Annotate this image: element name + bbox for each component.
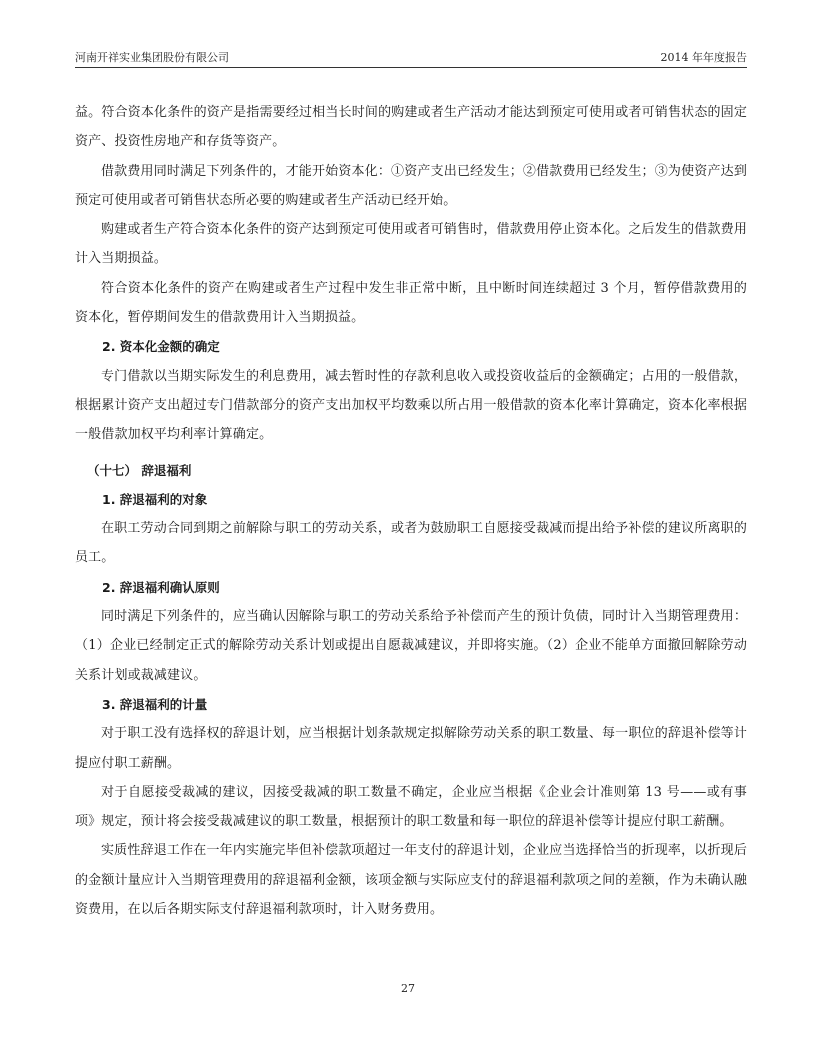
paragraph-capitalization-suspend: 符合资本化条件的资产在购建或者生产过程中发生非正常中断，且中断时间连续超过 3 个月，暂停借款费用的资本化，暂停期间发生的借款费用计入当期损益。 (75, 280, 747, 326)
paragraph-capitalization-start: 借款费用同时满足下列条件的，才能开始资本化：①资产支出已经发生；②借款费用已经发生；③为使资产达到预定可使用或者可销售状态所必要的购建或者生产活动已经开始。 (75, 163, 747, 208)
heading-capitalization-amount: 2. 资本化金额的确定 (102, 339, 220, 355)
heading-section-termination-benefits: （十七） 辞退福利 (87, 462, 192, 478)
page-number: 27 (401, 982, 415, 995)
heading-termination-principle: 2. 辞退福利确认原则 (102, 579, 220, 595)
header-report-title: 2014 年年度报告 (660, 51, 747, 64)
heading-termination-measurement: 3. 辞退福利的计量 (102, 696, 208, 712)
paragraph-termination-principle: 同时满足下列条件的，应当确认因解除与职工的劳动关系给予补偿而产生的预计负债，同时计入当期管理费用：（1）企业已经制定正式的解除劳动关系计划或提出自愿裁减建议，并即将实施。（2）企业不能单方面撤回解除劳动关系计划或裁减建议。 (75, 609, 747, 683)
paragraph-capitalized-assets: 益。符合资本化条件的资产是指需要经过相当长时间的购建或者生产活动才能达到预定可使用或者可销售状态的固定资产、投资性房地产和存货等资产。 (75, 105, 747, 150)
paragraph-discounted-payment: 实质性辞退工作在一年内实施完毕但补偿款项超过一年支付的辞退计划，企业应当选择恰当的折现率，以折现后的金额计量应计入当期管理费用的辞退福利金额，该项金额与实际应支付的辞退福利款项之间的差额，作为未确认融资费用，在以后各期实际支付辞退福利款项时，计入财务费用。 (75, 843, 747, 918)
header-company-name: 河南开祥实业集团股份有限公司 (75, 51, 229, 64)
paragraph-capitalization-stop: 购建或者生产符合资本化条件的资产达到预定可使用或者可销售时，借款费用停止资本化。之后发生的借款费用计入当期损益。 (75, 222, 747, 267)
paragraph-voluntary-reduction: 对于自愿接受裁减的建议，因接受裁减的职工数量不确定，企业应当根据《企业会计准则第 13 号——或有事项》规定，预计将会接受裁减建议的职工数量，根据预计的职工数量和每一职位的辞退补偿等计提应付职工薪酬。 (75, 784, 747, 830)
paragraph-capitalization-amount: 专门借款以当期实际发生的利息费用，减去暂时性的存款利息收入或投资收益后的金额确定；占用的一般借款，根据累计资产支出超过专门借款部分的资产支出加权平均数乘以所占用一般借款的资本化率计算确定，资本化率根据一般借款加权平均利率计算确定。 (75, 368, 747, 443)
paragraph-termination-object: 在职工劳动合同到期之前解除与职工的劳动关系，或者为鼓励职工自愿接受裁减而提出给予补偿的建议所离职的员工。 (75, 521, 747, 566)
paragraph-no-choice-plan: 对于职工没有选择权的辞退计划，应当根据计划条款规定拟解除劳动关系的职工数量、每一职位的辞退补偿等计提应付职工薪酬。 (75, 726, 747, 771)
heading-termination-object: 1. 辞退福利的对象 (102, 491, 208, 507)
page-header (75, 50, 747, 66)
header-divider (75, 67, 747, 68)
document-body (75, 98, 747, 924)
